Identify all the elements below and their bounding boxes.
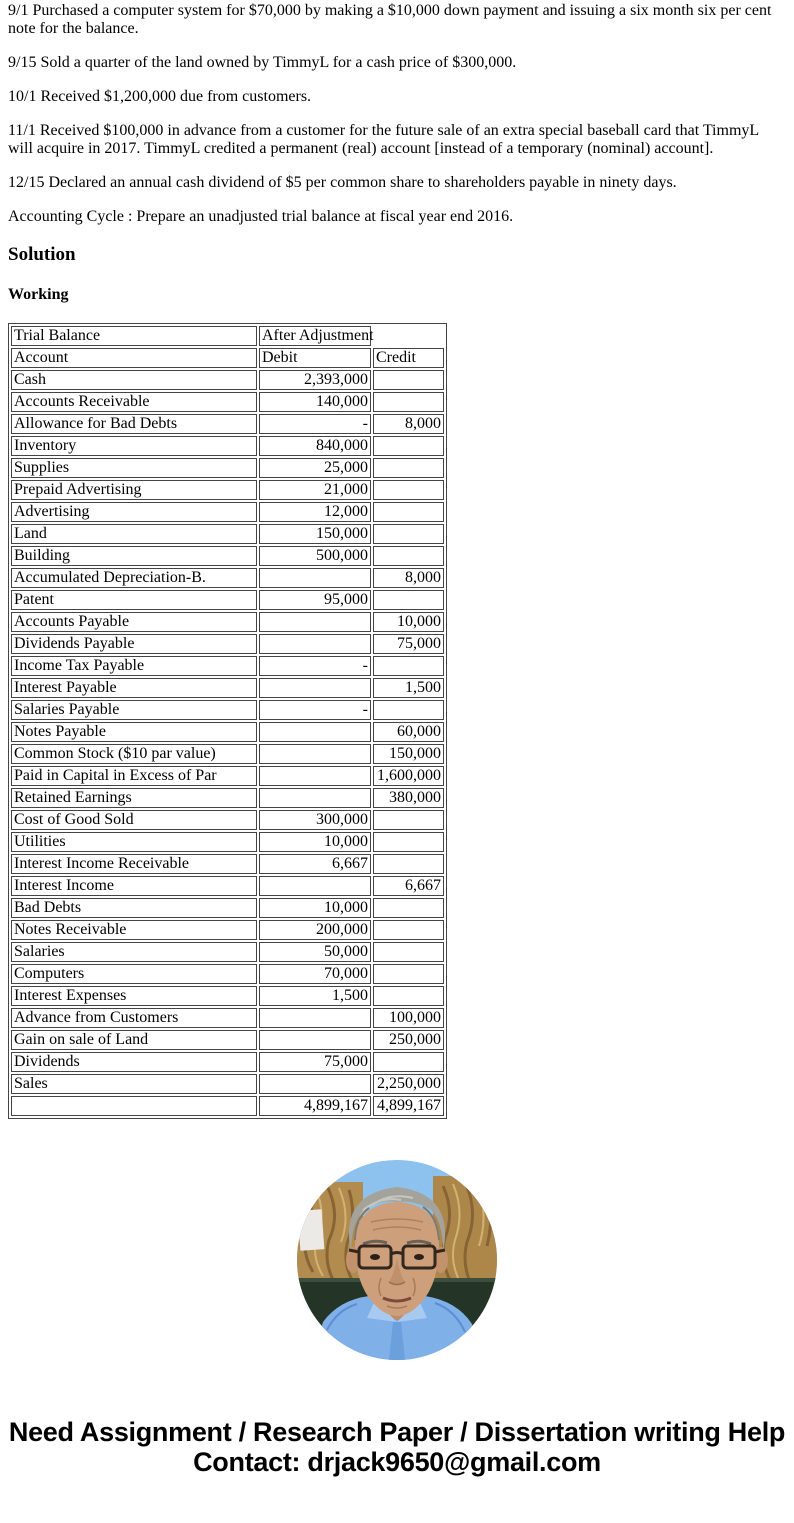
- debit-cell: 1,500: [259, 986, 371, 1006]
- credit-cell: [373, 458, 444, 478]
- debit-header-cell: Debit: [259, 348, 371, 368]
- debit-cell: 500,000: [259, 546, 371, 566]
- account-cell: Prepaid Advertising: [11, 480, 257, 500]
- after-adjustment-header-cell: After Adjustment: [259, 326, 371, 346]
- credit-cell: 6,667: [373, 876, 444, 896]
- credit-cell: 1,600,000: [373, 766, 444, 786]
- credit-cell: 60,000: [373, 722, 444, 742]
- table-row: [11, 832, 444, 852]
- account-cell: Paid in Capital in Excess of Par: [11, 766, 257, 786]
- debit-cell: [259, 876, 371, 896]
- table-row: [11, 700, 444, 720]
- table-row: [11, 1074, 444, 1094]
- account-cell: Patent: [11, 590, 257, 610]
- table-row: [11, 766, 444, 786]
- debit-cell: 50,000: [259, 942, 371, 962]
- account-cell: Gain on sale of Land: [11, 1030, 257, 1050]
- account-cell: Interest Payable: [11, 678, 257, 698]
- paragraph: 9/1 Purchased a computer system for $70,000 by making a $10,000 down payment and issuing a six month six per cent note for the balance.: [8, 2, 772, 37]
- credit-cell: [373, 502, 444, 522]
- credit-cell: [373, 898, 444, 918]
- credit-cell: [373, 964, 444, 984]
- account-cell: Accounts Receivable: [11, 392, 257, 412]
- table-row: [11, 458, 444, 478]
- credit-cell: [373, 700, 444, 720]
- paragraph: 10/1 Received $1,200,000 due from customers.: [8, 88, 312, 105]
- account-cell: Interest Expenses: [11, 986, 257, 1006]
- credit-cell: [373, 942, 444, 962]
- footer-contact-text: Contact: drjack9650@gmail.com: [193, 1447, 601, 1477]
- debit-cell: 200,000: [259, 920, 371, 940]
- debit-cell: [259, 1074, 371, 1094]
- credit-cell: [373, 590, 444, 610]
- credit-cell: 10,000: [373, 612, 444, 632]
- account-cell: Salaries Payable: [11, 700, 257, 720]
- account-cell: Utilities: [11, 832, 257, 852]
- account-cell: Computers: [11, 964, 257, 984]
- credit-cell: [373, 436, 444, 456]
- account-cell: Advertising: [11, 502, 257, 522]
- table-row: [11, 1052, 444, 1072]
- table-row: [11, 568, 444, 588]
- table-row: [11, 656, 444, 676]
- paragraph: Accounting Cycle : Prepare an unadjusted trial balance at fiscal year end 2016.: [8, 208, 514, 225]
- debit-cell: 840,000: [259, 436, 371, 456]
- table-row: [11, 964, 444, 984]
- credit-cell: 380,000: [373, 788, 444, 808]
- debit-cell: -: [259, 700, 371, 720]
- debit-cell: 2,393,000: [259, 370, 371, 390]
- credit-cell: [373, 524, 444, 544]
- account-cell: Bad Debts: [11, 898, 257, 918]
- credit-cell: [373, 986, 444, 1006]
- account-cell: Notes Payable: [11, 722, 257, 742]
- debit-cell: 4,899,167: [259, 1096, 371, 1116]
- table-row: [11, 722, 444, 742]
- debit-cell: [259, 722, 371, 742]
- credit-cell: 2,250,000: [373, 1074, 444, 1094]
- account-cell: Retained Earnings: [11, 788, 257, 808]
- account-cell: Accumulated Depreciation-B.: [11, 568, 257, 588]
- account-header-cell: Account: [11, 348, 257, 368]
- account-cell: Income Tax Payable: [11, 656, 257, 676]
- table-row: [11, 854, 444, 874]
- credit-cell: [373, 1052, 444, 1072]
- credit-cell: [373, 656, 444, 676]
- footer-ad: [8, 1417, 786, 1477]
- debit-cell: [259, 766, 371, 786]
- table-header-row-1: [11, 326, 444, 346]
- credit-cell: 75,000: [373, 634, 444, 654]
- tutor-photo: [8, 1160, 786, 1365]
- table-row: [11, 480, 444, 500]
- debit-cell: -: [259, 414, 371, 434]
- debit-cell: [259, 744, 371, 764]
- table-row: [11, 810, 444, 830]
- table-row: [11, 370, 444, 390]
- account-cell: Accounts Payable: [11, 612, 257, 632]
- credit-cell: [373, 392, 444, 412]
- table-row: [11, 1030, 444, 1050]
- table-row: [11, 414, 444, 434]
- credit-cell: 250,000: [373, 1030, 444, 1050]
- credit-cell: [373, 546, 444, 566]
- credit-cell: 1,500: [373, 678, 444, 698]
- account-cell: Dividends: [11, 1052, 257, 1072]
- account-cell: Interest Income: [11, 876, 257, 896]
- trial-balance-table: [8, 323, 447, 1119]
- table-row: [11, 546, 444, 566]
- credit-cell: [373, 832, 444, 852]
- trial-balance-header-cell: Trial Balance: [11, 326, 257, 346]
- account-cell: Interest Income Receivable: [11, 854, 257, 874]
- debit-cell: 6,667: [259, 854, 371, 874]
- solution-heading: Solution: [8, 244, 76, 265]
- footer-help-text: Need Assignment / Research Paper / Dissertation writing Help: [8, 1417, 786, 1447]
- account-cell: Sales: [11, 1074, 257, 1094]
- table-row: [11, 590, 444, 610]
- credit-cell: [373, 480, 444, 500]
- debit-cell: 95,000: [259, 590, 371, 610]
- debit-cell: 300,000: [259, 810, 371, 830]
- account-cell: Allowance for Bad Debts: [11, 414, 257, 434]
- table-row: [11, 744, 444, 764]
- table-row: [11, 788, 444, 808]
- credit-cell: 4,899,167: [373, 1096, 444, 1116]
- table-row: [11, 986, 444, 1006]
- debit-cell: 10,000: [259, 898, 371, 918]
- debit-cell: [259, 612, 371, 632]
- credit-cell: [373, 370, 444, 390]
- table-row: [11, 920, 444, 940]
- credit-cell: [373, 854, 444, 874]
- paragraph: 12/15 Declared an annual cash dividend of $5 per common share to shareholders payable in ninety days.: [8, 174, 677, 191]
- account-cell: Inventory: [11, 436, 257, 456]
- debit-cell: 140,000: [259, 392, 371, 412]
- credit-header-cell: Credit: [373, 348, 444, 368]
- table-row: [11, 502, 444, 522]
- debit-cell: [259, 568, 371, 588]
- credit-cell: 150,000: [373, 744, 444, 764]
- debit-cell: 75,000: [259, 1052, 371, 1072]
- debit-cell: 10,000: [259, 832, 371, 852]
- credit-cell: 100,000: [373, 1008, 444, 1028]
- account-cell: Cost of Good Sold: [11, 810, 257, 830]
- account-cell: Common Stock ($10 par value): [11, 744, 257, 764]
- debit-cell: 70,000: [259, 964, 371, 984]
- debit-cell: 150,000: [259, 524, 371, 544]
- credit-cell: [373, 920, 444, 940]
- paragraph: 9/15 Sold a quarter of the land owned by TimmyL for a cash price of $300,000.: [8, 54, 517, 71]
- debit-cell: [259, 1030, 371, 1050]
- table-row: [11, 524, 444, 544]
- table-row: [11, 1008, 444, 1028]
- debit-cell: [259, 1008, 371, 1028]
- debit-cell: 21,000: [259, 480, 371, 500]
- person-portrait-image: [297, 1160, 497, 1360]
- intro-paragraphs: [8, 2, 786, 226]
- table-row: [11, 612, 444, 632]
- table-row: [11, 634, 444, 654]
- table-row: [11, 942, 444, 962]
- table-header-row-2: [11, 348, 444, 368]
- account-cell: Cash: [11, 370, 257, 390]
- account-cell: Salaries: [11, 942, 257, 962]
- credit-cell: 8,000: [373, 568, 444, 588]
- debit-cell: 25,000: [259, 458, 371, 478]
- table-row: [11, 898, 444, 918]
- debit-cell: [259, 788, 371, 808]
- working-heading: Working: [8, 286, 69, 303]
- credit-cell: [373, 810, 444, 830]
- account-cell: Dividends Payable: [11, 634, 257, 654]
- account-cell: Supplies: [11, 458, 257, 478]
- debit-cell: [259, 634, 371, 654]
- table-row: [11, 678, 444, 698]
- table-row: [11, 876, 444, 896]
- credit-cell: 8,000: [373, 414, 444, 434]
- debit-cell: [259, 678, 371, 698]
- table-row: [11, 1096, 444, 1116]
- account-cell: Notes Receivable: [11, 920, 257, 940]
- debit-cell: -: [259, 656, 371, 676]
- account-cell: Building: [11, 546, 257, 566]
- table-row: [11, 392, 444, 412]
- paragraph: 11/1 Received $100,000 in advance from a customer for the future sale of an extra special baseball card that TimmyL will acquire in 2017. TimmyL credited a permanent (real) account [instead of a temporary (nominal) account].: [8, 122, 759, 157]
- account-cell: Land: [11, 524, 257, 544]
- debit-cell: 12,000: [259, 502, 371, 522]
- account-cell: Advance from Customers: [11, 1008, 257, 1028]
- account-cell: [11, 1096, 257, 1116]
- table-row: [11, 436, 444, 456]
